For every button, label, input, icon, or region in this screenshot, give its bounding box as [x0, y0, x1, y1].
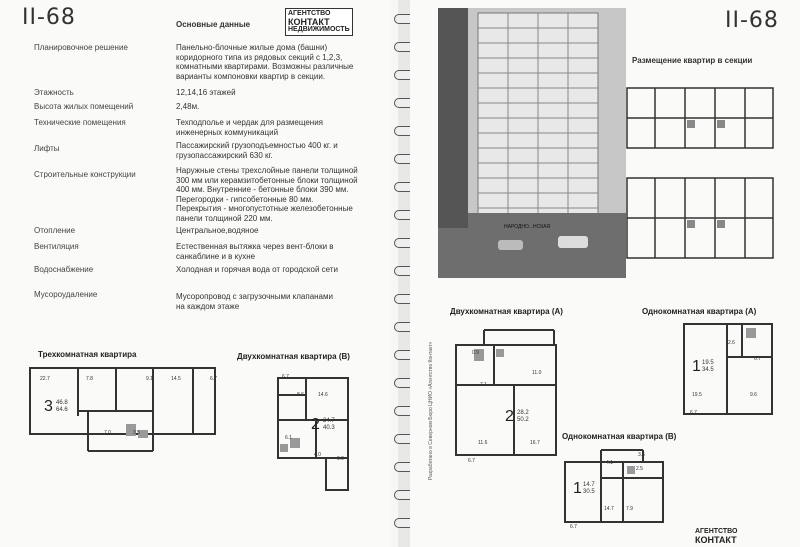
dimension-label: 4.1 [606, 460, 613, 466]
row-value: Техподполье и чердак для размещения инженерных коммуникаций [176, 118, 323, 137]
section-layout-plan [625, 78, 775, 268]
living-area: 28.2 [517, 410, 529, 416]
series-title: II-68 [725, 8, 779, 33]
logo-line: АГЕНТСТВО [288, 10, 331, 17]
two-room-a-floorplan [454, 325, 564, 465]
living-area: 24.7 [323, 418, 335, 424]
dimension-label: 6.7 [570, 524, 577, 530]
row-label: Вентиляция [34, 242, 79, 251]
dimension-label: 3.5 [638, 452, 645, 458]
total-area: 30.5 [583, 489, 595, 495]
dimension-label: 11.0 [532, 370, 542, 376]
dimension-label: 0.9 [472, 350, 479, 356]
total-area: 40.3 [323, 425, 335, 431]
row-value: Наружные стены трехслойные панели толщиной 300 мм или керамзитобетонные блоки толщиной 400 мм. Внутренние - бетонные блоки 390 мм. Перегородки - гипсобетонные 80 мм. Перекрытия - многопустотные железобетонные панели толщиной 220 мм. [176, 166, 358, 223]
row-value: Холодная и горячая вода от городской сети [176, 265, 338, 274]
row-label: Отопление [34, 226, 76, 235]
dimension-label: 6.7 [468, 458, 475, 464]
total-area: 34.5 [702, 367, 714, 373]
room-count: 1 [573, 480, 582, 497]
plan-title: Однокомнатная квартира (В) [562, 432, 677, 441]
plan-title: Трехкомнатная квартира [38, 350, 137, 359]
dimension-label: 6.7 [754, 356, 761, 362]
row-label: Высота жилых помещений [34, 102, 134, 111]
building-illustration [438, 8, 626, 278]
row-value: 12,14,16 этажей [176, 88, 236, 97]
row-label: Строительные конструкции [34, 170, 136, 179]
row-label: Планировочное решение [34, 43, 128, 52]
total-area: 64.6 [56, 407, 68, 413]
row-value: 2,48м. [176, 102, 200, 111]
dimension-label: 7.9 [626, 506, 633, 512]
room-count: 2 [311, 416, 320, 433]
dimension-label: 7.1 [480, 382, 487, 388]
dimension-label: 2.6 [728, 340, 735, 346]
right-page [410, 0, 800, 547]
section-title: Размещение квартир в секции [632, 56, 753, 65]
section-title: Основные данные [176, 20, 251, 29]
dimension-label: 14.5 [171, 376, 181, 382]
dimension-label: 4.0 [314, 452, 321, 458]
series-title: II-68 [22, 5, 76, 30]
living-area: 46.8 [56, 400, 68, 406]
row-value: Естественная вытяжка через вент-блоки в санкаблине и в кухне [176, 242, 334, 261]
plan-title: Однокомнатная квартира (А) [642, 307, 757, 316]
row-value: Центральное,водяное [176, 226, 259, 235]
dimension-label: 7.8 [86, 376, 93, 382]
left-page [0, 0, 390, 547]
dimension-label: 2.5 [636, 466, 643, 472]
dimension-label: 6.7 [282, 374, 289, 380]
agency-logo [693, 527, 740, 545]
building-photo [438, 8, 626, 278]
dimension-label: 9.6 [750, 392, 757, 398]
dimension-label: 14.6 [318, 392, 328, 398]
logo-line: АГЕНТСТВО [695, 528, 738, 535]
row-label: Лифты [34, 144, 60, 153]
room-count: 2 [505, 408, 514, 425]
plan-title: Двухкомнатная квартира (А) [450, 307, 563, 316]
logo-line: НЕДВИЖИМОСТЬ [288, 26, 350, 33]
dimension-label: 14.7 [604, 506, 614, 512]
total-area: 50.2 [517, 417, 529, 423]
room-count: 3 [44, 398, 53, 415]
row-label: Этажность [34, 88, 74, 97]
dimension-label: 22.7 [40, 376, 50, 382]
row-value: Мусоропровод с загрузочными клапанами на каждом этаже [176, 292, 333, 311]
plan-title: Двухкомнатная квартира (В) [237, 352, 350, 361]
room-count: 1 [692, 358, 701, 375]
side-note: Разработано в Северном Бюро ЦНИО «Агентство Контакт» [428, 341, 434, 480]
dimension-label: 9.1 [146, 376, 153, 382]
dimension-label: 11.6 [478, 440, 488, 446]
dimension-label: 9.9 [337, 456, 344, 462]
row-label: Мусороудаление [34, 290, 98, 299]
dimension-label: 16.7 [530, 440, 540, 446]
living-area: 14.7 [583, 482, 595, 488]
row-value: Панельно-блочные жилые дома (башни) коридорного типа из рядовых секций с 1,2,3, комнатными квартирами. Возможны различные варианты компоновки квартир в секции. [176, 43, 354, 81]
dimension-label: 7.0 [104, 430, 111, 436]
row-label: Технические помещения [34, 118, 126, 127]
living-area: 19.5 [702, 360, 714, 366]
logo-line: КОНТАКТ [288, 17, 330, 27]
agency-logo [285, 8, 353, 36]
dimension-label: 6.7 [210, 376, 217, 382]
logo-line: КОНТАКТ [695, 535, 737, 545]
dimension-label: 19.5 [692, 392, 702, 398]
dimension-label: 6.1 [285, 435, 292, 441]
row-label: Водоснабжение [34, 265, 94, 274]
photo-sign: НАРОДНО...НСКАЯ [504, 224, 551, 230]
dimension-label: 8.6 [297, 392, 304, 398]
dimension-label: 3.5 [133, 430, 140, 436]
row-value: Пассажирский грузоподъемностью 400 кг. и грузопассажирский 630 кг. [176, 141, 338, 160]
dimension-label: 6.7 [690, 410, 697, 416]
